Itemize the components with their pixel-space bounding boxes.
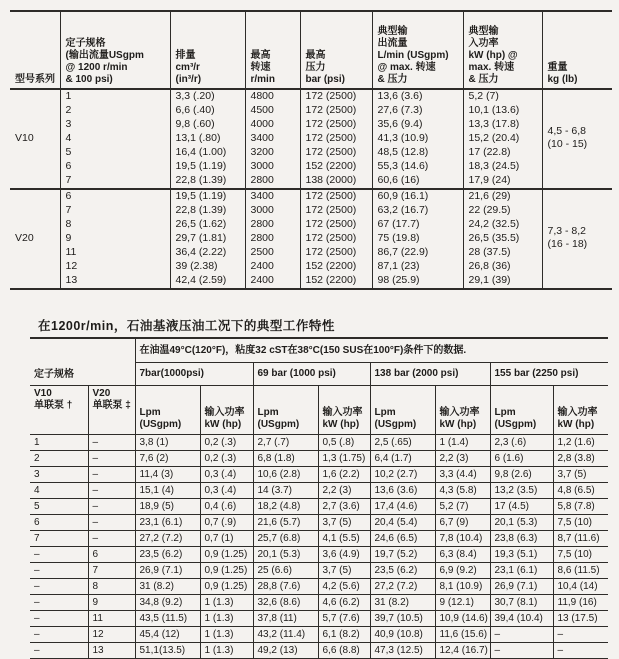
spec-cell: 172 (2500) — [300, 89, 372, 104]
perf-cell: 18,9 (5) — [135, 499, 200, 515]
perf-cell: 4,1 (5.5) — [318, 531, 370, 547]
spec-cell: 17 (22.8) — [463, 146, 542, 160]
perf-cell: 9 — [88, 595, 135, 611]
spec-cell: 39 (2.38) — [170, 260, 245, 274]
perf-cell: 2,7 (.7) — [253, 435, 318, 451]
spec-cell: 3400 — [245, 189, 300, 204]
perf-cell: 15,1 (4) — [135, 483, 200, 499]
spec-cell: 152 (2200) — [300, 274, 372, 289]
perf-cell: – — [88, 467, 135, 483]
spec-cell: 17,9 (24) — [463, 174, 542, 189]
perf-cell: 23,1 (6.1) — [135, 515, 200, 531]
perf-row — [30, 563, 608, 579]
spec-cell: 6 — [60, 189, 170, 204]
perf-cell: 4,6 (6.2) — [318, 595, 370, 611]
perf-cell: 13,2 (3.5) — [490, 483, 553, 499]
perf-cell: 6,9 (9.2) — [435, 563, 490, 579]
spec-cell: 2800 — [245, 174, 300, 189]
spec-cell: 98 (25.9) — [372, 274, 463, 289]
perf-row — [30, 611, 608, 627]
flow-header-138bar: Lpm (USgpm) — [370, 386, 435, 435]
pressure-header-155bar: 155 bar (2250 psi) — [490, 363, 608, 386]
perf-cell: 40,9 (10.8) — [370, 627, 435, 643]
spec-row — [10, 89, 612, 104]
spec-row — [10, 132, 612, 146]
spec-row — [10, 260, 612, 274]
spec-cell: 19,5 (1.19) — [170, 189, 245, 204]
perf-cell: 0,2 (.3) — [200, 435, 253, 451]
spec-cell: 172 (2500) — [300, 204, 372, 218]
perf-cell: 32,6 (8.6) — [253, 595, 318, 611]
perf-cell: 13 (17.5) — [553, 611, 608, 627]
spec-row — [10, 218, 612, 232]
spec-cell: 13,3 (17.8) — [463, 118, 542, 132]
spec-row — [10, 146, 612, 160]
spec-cell: 67 (17.7) — [372, 218, 463, 232]
perf-cell: 8,1 (10.9) — [435, 579, 490, 595]
pressure-header-138bar: 138 bar (2000 psi) — [370, 363, 490, 386]
perf-cell: 11,6 (15.6) — [435, 627, 490, 643]
spec-row — [10, 118, 612, 132]
perf-cell: 0,9 (1.25) — [200, 563, 253, 579]
perf-cell: 11,9 (16) — [553, 595, 608, 611]
perf-cell: 1 (1.3) — [200, 595, 253, 611]
perf-cell: 0,3 (.4) — [200, 483, 253, 499]
col-header-weight: 重量 kg (lb) — [542, 11, 612, 89]
perf-row — [30, 483, 608, 499]
spec-cell: 9 — [60, 232, 170, 246]
spec-row — [10, 189, 612, 204]
spec-cell: 3,3 (.20) — [170, 89, 245, 104]
perf-subtitle-row — [30, 338, 608, 363]
col-header-typical-input-power: 典型输 入功率 kW (hp) @ max. 转速 & 压力 — [463, 11, 542, 89]
spec-cell: 10,1 (13.6) — [463, 104, 542, 118]
spec-cell: 2400 — [245, 260, 300, 274]
perf-cell: 0,7 (.9) — [200, 515, 253, 531]
perf-cell: 0,2 (.3) — [200, 451, 253, 467]
spec-cell: 87,1 (23) — [372, 260, 463, 274]
spec-cell: 4500 — [245, 104, 300, 118]
spec-cell: 5,2 (7) — [463, 89, 542, 104]
perf-cell: 3,7 (5) — [553, 467, 608, 483]
spec-cell: 22 (29.5) — [463, 204, 542, 218]
perf-cell: 6 (1.6) — [490, 451, 553, 467]
perf-cell: 25,7 (6.8) — [253, 531, 318, 547]
spec-cell: 15,2 (20.4) — [463, 132, 542, 146]
perf-cell: 25 (6.6) — [253, 563, 318, 579]
spec-cell: 2800 — [245, 232, 300, 246]
spec-row — [10, 246, 612, 260]
spec-cell: 41,3 (10.9) — [372, 132, 463, 146]
col-header-model-series: 型号系列 — [15, 74, 55, 85]
perf-cell: 13,6 (3.6) — [370, 483, 435, 499]
series-label: V10 — [15, 131, 34, 144]
spec-cell: 3000 — [245, 160, 300, 174]
perf-cell: 2,2 (3) — [318, 483, 370, 499]
perf-cell: 3,7 (5) — [318, 563, 370, 579]
perf-row — [30, 467, 608, 483]
perf-cell: 6,3 (8.4) — [435, 547, 490, 563]
spec-row — [10, 104, 612, 118]
perf-cell: 14 (3.7) — [253, 483, 318, 499]
spec-cell: 2800 — [245, 218, 300, 232]
perf-cell: 2,2 (3) — [435, 451, 490, 467]
spec-cell: 86,7 (22.9) — [372, 246, 463, 260]
spec-cell: 26,5 (1.62) — [170, 218, 245, 232]
spec-cell: 172 (2500) — [300, 218, 372, 232]
perf-cell: – — [30, 611, 88, 627]
spec-cell: 63,2 (16.7) — [372, 204, 463, 218]
perf-cell: 37,8 (11) — [253, 611, 318, 627]
weight-value: 4,5 - 6,8 (10 - 15) — [542, 89, 612, 189]
spec-cell: 4000 — [245, 118, 300, 132]
perf-row — [30, 451, 608, 467]
perf-cell: 3,3 (4.4) — [435, 467, 490, 483]
spec-cell: 13,1 (.80) — [170, 132, 245, 146]
perf-row — [30, 531, 608, 547]
perf-cell: 11 — [88, 611, 135, 627]
perf-cell: 17,4 (4.6) — [370, 499, 435, 515]
perf-cell: 5,2 (7) — [435, 499, 490, 515]
perf-cell: 8,7 (11.6) — [553, 531, 608, 547]
perf-cell: 6,7 (9) — [435, 515, 490, 531]
perf-cell: – — [30, 547, 88, 563]
col-header-max-pressure: 最高 压力 bar (psi) — [300, 11, 372, 89]
spec-cell: 4800 — [245, 89, 300, 104]
spec-row — [10, 174, 612, 189]
spec-cell: 2500 — [245, 246, 300, 260]
power-header-7bar: 输入功率 kW (hp) — [200, 386, 253, 435]
spec-cell: 26,5 (35.5) — [463, 232, 542, 246]
series-label: V20 — [10, 189, 60, 289]
perf-cell: 2,7 (3.6) — [318, 499, 370, 515]
perf-cell: 9 (12.1) — [435, 595, 490, 611]
perf-row — [30, 499, 608, 515]
spec-cell: 7 — [60, 204, 170, 218]
perf-cell: – — [30, 563, 88, 579]
perf-cell: 34,8 (9.2) — [135, 595, 200, 611]
perf-cell: 4,3 (5.8) — [435, 483, 490, 499]
perf-cell: 8 — [88, 579, 135, 595]
spec-cell: 172 (2500) — [300, 118, 372, 132]
flow-header-7bar: Lpm (USgpm) — [135, 386, 200, 435]
spec-cell: 6,6 (.40) — [170, 104, 245, 118]
spec-cell: 13,6 (3.6) — [372, 89, 463, 104]
perf-cell: 27,2 (7.2) — [370, 579, 435, 595]
performance-table-title: 在1200r/min，石油基液压油工况下的典型工作特性 — [38, 319, 335, 333]
spec-cell: 172 (2500) — [300, 189, 372, 204]
stator-spec-label: 定子规格 — [30, 338, 135, 386]
perf-cell: – — [553, 627, 608, 643]
v10-single-pump-header: V10 单联泵 † — [30, 386, 88, 435]
spec-cell: 29,7 (1.81) — [170, 232, 245, 246]
performance-section — [30, 316, 608, 659]
col-header-stator-spec: 定子规格 (输出流量USgpm @ 1200 r/min & 100 psi) — [60, 11, 170, 89]
perf-cell: 1 (1.4) — [435, 435, 490, 451]
perf-cell: 30,7 (8.1) — [490, 595, 553, 611]
spec-cell: 11 — [60, 246, 170, 260]
spec-cell: 21,6 (29) — [463, 189, 542, 204]
weight-value: 7,3 - 8,2 (16 - 18) — [542, 189, 612, 289]
perf-cell: – — [34, 644, 40, 656]
spec-cell: 35,6 (9.4) — [372, 118, 463, 132]
spec-cell: 22,8 (1.39) — [170, 174, 245, 189]
perf-row — [30, 643, 608, 659]
spec-cell: 12 — [60, 260, 170, 274]
spec-cell: 28 (37.5) — [463, 246, 542, 260]
perf-cell: 31 (8.2) — [135, 579, 200, 595]
perf-cell: 45,4 (12) — [135, 627, 200, 643]
perf-cell: 10,4 (14) — [553, 579, 608, 595]
spec-cell: 152 (2200) — [300, 160, 372, 174]
perf-cell: 2 — [30, 451, 88, 467]
perf-cell: 3 — [30, 467, 88, 483]
perf-cell: 4 — [30, 483, 88, 499]
perf-cell: 20,4 (5.4) — [370, 515, 435, 531]
perf-cell: 51,1(13.5) — [135, 643, 200, 659]
perf-cell: 2,3 (.6) — [490, 435, 553, 451]
perf-row — [30, 579, 608, 595]
perf-cell: 31 (8.2) — [370, 595, 435, 611]
spec-cell: 172 (2500) — [300, 132, 372, 146]
perf-cell: 11,4 (3) — [135, 467, 200, 483]
perf-cell: – — [490, 627, 553, 643]
spec-cell: 9,8 (.60) — [170, 118, 245, 132]
perf-cell: – — [30, 595, 88, 611]
spec-cell: 152 (2200) — [300, 260, 372, 274]
perf-cell: 28,8 (7.6) — [253, 579, 318, 595]
perf-cell: 6 — [88, 547, 135, 563]
perf-cell: 7 — [88, 563, 135, 579]
perf-cell: – — [88, 451, 135, 467]
perf-cell: 8,6 (11.5) — [553, 563, 608, 579]
perf-row — [30, 627, 608, 643]
spec-row — [10, 160, 612, 174]
perf-cell: – — [88, 515, 135, 531]
perf-cell: 20,1 (5.3) — [253, 547, 318, 563]
spec-table-body — [10, 89, 612, 289]
pressure-header-69bar: 69 bar (1000 psi) — [253, 363, 370, 386]
perf-cell: 6,6 (8.8) — [318, 643, 370, 659]
perf-table-body — [30, 435, 608, 659]
perf-cell: 1,3 (1.75) — [318, 451, 370, 467]
spec-cell: 42,4 (2.59) — [170, 274, 245, 289]
perf-cell: 0,7 (1) — [200, 531, 253, 547]
perf-cell: 0,9 (1.25) — [200, 579, 253, 595]
perf-cell: 19,7 (5.2) — [370, 547, 435, 563]
spec-row — [10, 232, 612, 246]
spec-cell: 24,2 (32.5) — [463, 218, 542, 232]
col-header-typical-output-flow: 典型输 出流量 L/min (USgpm) @ max. 转速 & 压力 — [372, 11, 463, 89]
v20-single-pump-header: V20 单联泵 ‡ — [88, 386, 135, 435]
spec-header-row — [10, 11, 612, 89]
perf-cell: 1 (1.3) — [200, 611, 253, 627]
spec-row — [10, 274, 612, 289]
perf-cell: 9,8 (2.6) — [490, 467, 553, 483]
perf-cell: 6 — [30, 515, 88, 531]
spec-cell: 3200 — [245, 146, 300, 160]
perf-row — [30, 435, 608, 451]
test-conditions-note: 在油温49°C(120°F)，粘度32 cST在38°C(150 SUS在100°F)条件下的数据. — [135, 338, 608, 363]
pump-datasheet-page — [0, 10, 619, 656]
performance-table — [30, 337, 608, 659]
perf-cell: 10,6 (2.8) — [253, 467, 318, 483]
spec-cell: 75 (19.8) — [372, 232, 463, 246]
perf-cell: 23,1 (6.1) — [490, 563, 553, 579]
perf-cell: 5,8 (7.8) — [553, 499, 608, 515]
perf-cell: 1 — [30, 435, 88, 451]
perf-cell: 17 (4.5) — [490, 499, 553, 515]
spec-cell: 6 — [60, 160, 170, 174]
perf-cell: 10,9 (14.6) — [435, 611, 490, 627]
perf-cell: 4,8 (6.5) — [553, 483, 608, 499]
perf-cell: 1 (1.3) — [200, 643, 253, 659]
col-header-max-speed: 最高 转速 r/min — [245, 11, 300, 89]
spec-cell: 22,8 (1.39) — [170, 204, 245, 218]
spec-cell: 172 (2500) — [300, 104, 372, 118]
pump-spec-table — [10, 10, 612, 290]
perf-cell: – — [88, 499, 135, 515]
perf-cell: 7 — [30, 531, 88, 547]
spec-row — [10, 204, 612, 218]
perf-cell: 6,8 (1.8) — [253, 451, 318, 467]
spec-cell: 5 — [60, 146, 170, 160]
spec-cell: 7 — [60, 174, 170, 189]
spec-cell: 48,5 (12.8) — [372, 146, 463, 160]
power-header-155bar: 输入功率 kW (hp) — [553, 386, 608, 435]
spec-cell: 138 (2000) — [300, 174, 372, 189]
spec-cell: 19,5 (1.19) — [170, 160, 245, 174]
spec-cell: 60,9 (16.1) — [372, 189, 463, 204]
perf-cell: 1,2 (1.6) — [553, 435, 608, 451]
spec-cell: 4 — [60, 132, 170, 146]
col-header-displacement: 排量 cm³/r (in³/r) — [170, 11, 245, 89]
perf-cell: – — [30, 579, 88, 595]
perf-cell: – — [30, 627, 88, 643]
perf-cell: 24,6 (6.5) — [370, 531, 435, 547]
perf-cell: 3,7 (5) — [318, 515, 370, 531]
spec-cell: 26,8 (36) — [463, 260, 542, 274]
spec-cell: 2 — [60, 104, 170, 118]
spec-cell: 2400 — [245, 274, 300, 289]
perf-cell: 7,8 (10.4) — [435, 531, 490, 547]
perf-cell: 39,7 (10.5) — [370, 611, 435, 627]
perf-cell: 10,2 (2.7) — [370, 467, 435, 483]
flow-header-69bar: Lpm (USgpm) — [253, 386, 318, 435]
spec-cell: 172 (2500) — [300, 146, 372, 160]
perf-cell: 7,6 (2) — [135, 451, 200, 467]
perf-cell: 0,3 (.4) — [200, 467, 253, 483]
spec-cell: 172 (2500) — [300, 246, 372, 260]
spec-cell: 60,6 (16) — [372, 174, 463, 189]
perf-cell: 7,5 (10) — [553, 547, 608, 563]
perf-subheader-row — [30, 386, 608, 435]
perf-cell: 2,8 (3.8) — [553, 451, 608, 467]
spec-cell: 29,1 (39) — [463, 274, 542, 289]
spec-cell: 8 — [60, 218, 170, 232]
spec-cell: 27,6 (7.3) — [372, 104, 463, 118]
power-header-69bar: 输入功率 kW (hp) — [318, 386, 370, 435]
perf-cell: 49,2 (13) — [253, 643, 318, 659]
perf-cell: 12,4 (16.7) — [435, 643, 490, 659]
spec-cell: 3 — [60, 118, 170, 132]
perf-cell: 47,3 (12.5) — [370, 643, 435, 659]
perf-cell: 0,9 (1.25) — [200, 547, 253, 563]
perf-cell: 23,8 (6.3) — [490, 531, 553, 547]
spec-cell: 16,4 (1.00) — [170, 146, 245, 160]
pressure-header-7bar: 7bar(1000psi) — [135, 363, 253, 386]
perf-cell: 6,4 (1.7) — [370, 451, 435, 467]
perf-cell: 4,2 (5.6) — [318, 579, 370, 595]
spec-cell: 36,4 (2.22) — [170, 246, 245, 260]
perf-cell: 19,3 (5.1) — [490, 547, 553, 563]
perf-cell: – — [88, 435, 135, 451]
perf-cell: 27,2 (7.2) — [135, 531, 200, 547]
perf-cell: 18,2 (4.8) — [253, 499, 318, 515]
flow-header-155bar: Lpm (USgpm) — [490, 386, 553, 435]
spec-cell: 3000 — [245, 204, 300, 218]
perf-cell: – — [88, 483, 135, 499]
perf-cell: 5,7 (7.6) — [318, 611, 370, 627]
perf-cell: 7,5 (10) — [553, 515, 608, 531]
perf-cell: 43,2 (11.4) — [253, 627, 318, 643]
perf-cell: 26,9 (7.1) — [135, 563, 200, 579]
perf-cell: 23,5 (6.2) — [135, 547, 200, 563]
perf-cell: 1,6 (2.2) — [318, 467, 370, 483]
perf-cell: 3,8 (1) — [135, 435, 200, 451]
perf-cell: 23,5 (6.2) — [370, 563, 435, 579]
perf-cell: 1 (1.3) — [200, 627, 253, 643]
perf-cell: 12 — [88, 627, 135, 643]
perf-cell: 0,5 (.8) — [318, 435, 370, 451]
spec-cell: 13 — [60, 274, 170, 289]
spec-cell: 172 (2500) — [300, 232, 372, 246]
perf-cell: 0,4 (.6) — [200, 499, 253, 515]
perf-cell: 20,1 (5.3) — [490, 515, 553, 531]
spec-cell: 1 — [60, 89, 170, 104]
perf-cell: 39,4 (10.4) — [490, 611, 553, 627]
perf-cell: 3,6 (4.9) — [318, 547, 370, 563]
perf-cell: 21,6 (5.7) — [253, 515, 318, 531]
power-header-138bar: 输入功率 kW (hp) — [435, 386, 490, 435]
spec-cell: 18,3 (24.5) — [463, 160, 542, 174]
perf-cell: – — [88, 531, 135, 547]
perf-cell: 43,5 (11.5) — [135, 611, 200, 627]
perf-cell: 6,1 (8.2) — [318, 627, 370, 643]
perf-cell: – — [553, 643, 608, 659]
perf-row — [30, 547, 608, 563]
perf-row — [30, 595, 608, 611]
spec-cell: 3400 — [245, 132, 300, 146]
perf-cell: 26,9 (7.1) — [490, 579, 553, 595]
perf-cell: – — [490, 643, 553, 659]
spec-cell: 55,3 (14.6) — [372, 160, 463, 174]
perf-cell: 2,5 (.65) — [370, 435, 435, 451]
perf-row — [30, 515, 608, 531]
perf-cell: 13 — [88, 643, 135, 659]
perf-cell: 5 — [30, 499, 88, 515]
